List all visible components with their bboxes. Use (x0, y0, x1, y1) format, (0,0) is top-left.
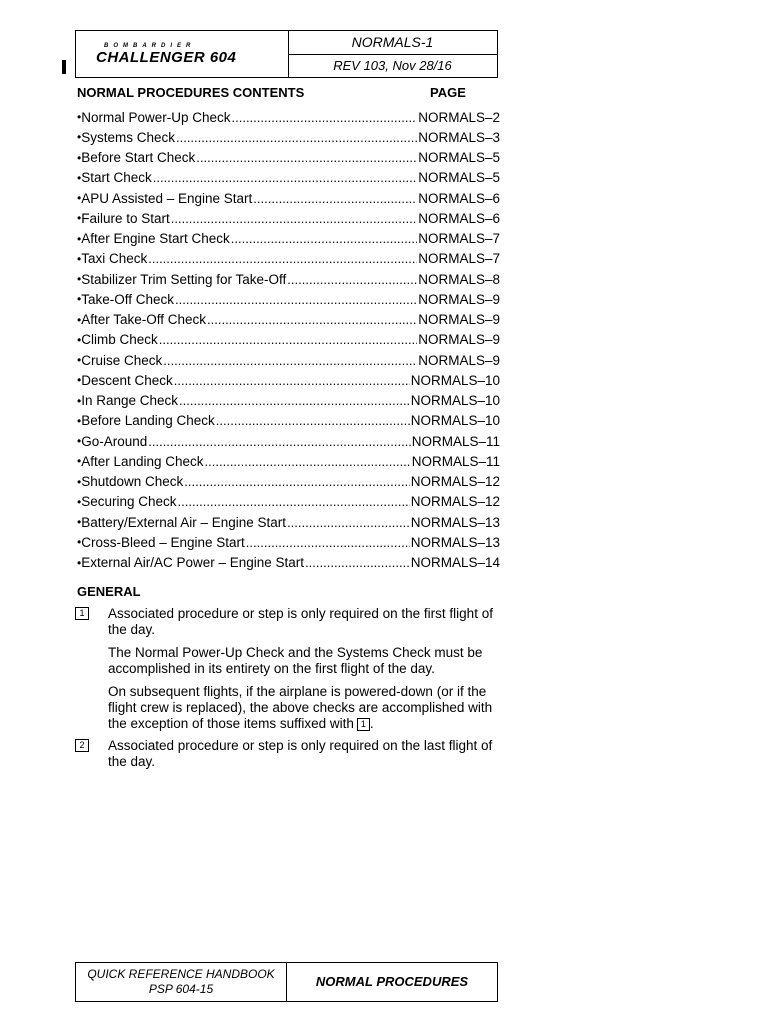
bullet-icon: • (77, 211, 82, 226)
contents-item-label: Climb Check (81, 332, 158, 348)
note-text: Associated procedure or step is only required on the first flight of the day. (108, 606, 493, 637)
section-page-number: NORMALS-1 (288, 31, 497, 55)
dot-leader (196, 150, 417, 165)
contents-item (77, 208, 500, 228)
contents-item (77, 350, 500, 370)
contents-item-label: Cross-Bleed – Engine Start (81, 534, 245, 550)
note-text: Associated procedure or step is only required on the last flight of the day. (108, 738, 493, 769)
general-section-title: GENERAL (77, 584, 141, 599)
dot-leader (163, 353, 417, 368)
contents-item-label: Before Landing Check (81, 413, 215, 429)
contents-item-page-ref: NORMALS–2 (418, 109, 500, 125)
contents-item-page-ref: NORMALS–9 (418, 352, 500, 368)
contents-item (77, 188, 500, 208)
contents-item (77, 431, 500, 451)
contents-item (77, 451, 500, 471)
revision-change-bar (62, 60, 66, 74)
contents-item-label: Before Start Check (81, 150, 196, 166)
dot-leader (174, 373, 410, 388)
dot-leader (246, 535, 410, 550)
contents-item-label: Securing Check (81, 494, 177, 510)
contents-item-label: Take-Off Check (81, 291, 174, 307)
contents-item (77, 370, 500, 390)
paragraph-text: The Normal Power-Up Check and the Systems Check must be accomplished in its entirety on the first flight of the day. (108, 645, 483, 676)
document-number: PSP 604-15 (148, 982, 214, 996)
page-footer (75, 962, 498, 1002)
dot-leader (178, 494, 410, 509)
bullet-icon: • (77, 373, 82, 388)
contents-item-page-ref: NORMALS–13 (410, 534, 500, 550)
contents-item-page-ref: NORMALS–3 (418, 129, 500, 145)
contents-item (77, 168, 500, 188)
contents-item-page-ref: NORMALS–11 (411, 433, 500, 449)
contents-item-label: Go-Around (81, 433, 148, 449)
dot-leader (153, 170, 417, 185)
contents-item (77, 310, 500, 330)
bullet-icon: • (77, 494, 82, 509)
contents-item-page-ref: NORMALS–12 (410, 474, 500, 490)
dot-leader (205, 454, 411, 469)
contents-title: NORMAL PROCEDURES CONTENTS (77, 85, 305, 100)
bullet-icon: • (77, 251, 82, 266)
paragraph-text (108, 684, 500, 732)
dot-leader (176, 130, 417, 145)
contents-item-page-ref: NORMALS–6 (418, 210, 500, 226)
contents-item-label: After Engine Start Check (81, 231, 230, 247)
bullet-icon: • (77, 150, 82, 165)
dot-leader (148, 251, 417, 266)
bullet-icon: • (77, 353, 82, 368)
contents-list (77, 107, 500, 573)
step-marker-box: 1 (357, 718, 370, 731)
contents-item-label: External Air/AC Power – Engine Start (81, 555, 305, 571)
bullet-icon: • (77, 393, 82, 408)
dot-leader (159, 332, 417, 347)
dot-leader (207, 312, 417, 327)
contents-item-label: After Take-Off Check (81, 312, 207, 328)
contents-item-page-ref: NORMALS–5 (418, 150, 500, 166)
bullet-icon: • (77, 130, 82, 145)
contents-item-label: Taxi Check (81, 251, 148, 267)
contents-item (77, 127, 500, 147)
dot-leader (184, 474, 409, 489)
contents-item (77, 492, 500, 512)
logo-model-text: CHALLENGER 604 (96, 49, 237, 66)
contents-item-page-ref: NORMALS–10 (410, 372, 500, 388)
contents-item (77, 472, 500, 492)
dot-leader (287, 515, 410, 530)
step-marker-box: 1 (75, 607, 89, 620)
bullet-icon: • (77, 292, 82, 307)
bullet-icon: • (77, 413, 82, 428)
bullet-icon: • (77, 454, 82, 469)
bullet-icon: • (77, 434, 82, 449)
footer-handbook-cell (76, 963, 287, 1001)
contents-item-label: Failure to Start (81, 210, 170, 226)
contents-item-label: Cruise Check (81, 352, 163, 368)
step-marker-box: 2 (75, 739, 89, 752)
bullet-icon: • (77, 170, 82, 185)
contents-item-label: In Range Check (81, 393, 179, 409)
logo-brand-text: BOMBARDIER (104, 43, 196, 49)
contents-item-page-ref: NORMALS–14 (410, 555, 500, 571)
contents-item-page-ref: NORMALS–13 (410, 514, 500, 530)
dot-leader (305, 555, 410, 570)
contents-item (77, 269, 500, 289)
dot-leader (216, 413, 410, 428)
contents-item-page-ref: NORMALS–12 (410, 494, 500, 510)
contents-item-label: After Landing Check (81, 453, 204, 469)
contents-item-page-ref: NORMALS–10 (410, 413, 500, 429)
footer-section-name: NORMAL PROCEDURES (315, 974, 469, 989)
contents-item (77, 411, 500, 431)
contents-item-label: Stabilizer Trim Setting for Take-Off (81, 271, 287, 287)
bullet-icon: • (77, 332, 82, 347)
contents-item (77, 148, 500, 168)
bullet-icon: • (77, 535, 82, 550)
revision-info: REV 103, Nov 28/16 (333, 58, 452, 73)
dot-leader (148, 434, 410, 449)
contents-item (77, 391, 500, 411)
bullet-icon: • (77, 515, 82, 530)
bullet-icon: • (77, 272, 82, 287)
contents-item-page-ref: NORMALS–9 (418, 291, 500, 307)
contents-item-page-ref: NORMALS–9 (418, 332, 500, 348)
bullet-icon: • (77, 191, 82, 206)
bullet-icon: • (77, 555, 82, 570)
contents-item-page-ref: NORMALS–10 (410, 393, 500, 409)
contents-item-label: Start Check (81, 170, 152, 186)
dot-leader (253, 191, 417, 206)
company-logo (76, 31, 289, 77)
contents-item-label: Descent Check (81, 372, 173, 388)
contents-item (77, 289, 500, 309)
dot-leader (287, 272, 417, 287)
paragraph-period: . (369, 716, 374, 731)
contents-page-heading: PAGE (430, 85, 466, 100)
contents-item (77, 249, 500, 269)
dot-leader (171, 211, 417, 226)
contents-item (77, 229, 500, 249)
contents-item (77, 107, 500, 127)
contents-item-page-ref: NORMALS–5 (418, 170, 500, 186)
bullet-icon: • (77, 474, 82, 489)
bullet-icon: • (77, 110, 82, 125)
contents-item-page-ref: NORMALS–6 (418, 190, 500, 206)
contents-item (77, 512, 500, 532)
contents-item (77, 553, 500, 573)
dot-leader (232, 110, 418, 125)
bullet-icon: • (77, 312, 82, 327)
contents-item-label: Battery/External Air – Engine Start (81, 514, 287, 530)
dot-leader (179, 393, 410, 408)
contents-item-label: Normal Power-Up Check (81, 109, 231, 125)
contents-item (77, 532, 500, 552)
paragraph-text-body: On subsequent flights, if the airplane is powered-down (or if the flight crew is replaced), the above checks are accomplished with the exception of those items suffixed with (108, 684, 493, 731)
contents-item (77, 330, 500, 350)
contents-item-page-ref: NORMALS–8 (418, 271, 500, 287)
contents-item-page-ref: NORMALS–7 (418, 251, 500, 267)
page-header (75, 30, 498, 78)
dot-leader (175, 292, 417, 307)
contents-item-page-ref: NORMALS–9 (418, 312, 500, 328)
contents-item-label: Systems Check (81, 129, 175, 145)
handbook-title: QUICK REFERENCE HANDBOOK (87, 967, 275, 981)
bullet-icon: • (77, 231, 82, 246)
contents-item-label: Shutdown Check (81, 474, 184, 490)
contents-item-page-ref: NORMALS–11 (411, 453, 500, 469)
contents-item-page-ref: NORMALS–7 (418, 231, 500, 247)
dot-leader (231, 231, 417, 246)
contents-item-label: APU Assisted – Engine Start (81, 190, 253, 206)
